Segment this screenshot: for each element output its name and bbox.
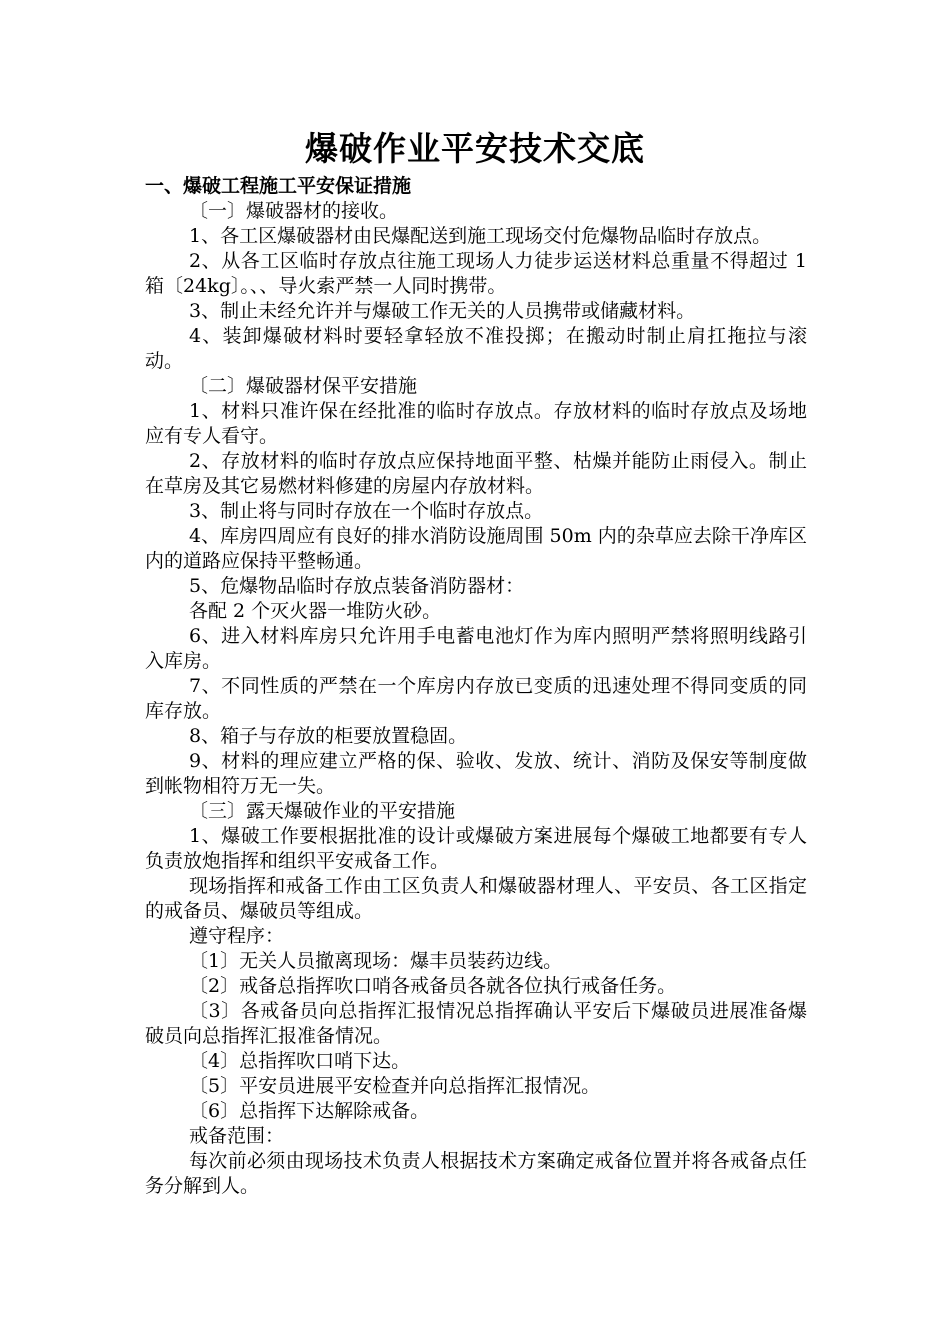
section-heading: 一、爆破工程施工平安保证措施 [145,175,412,197]
paragraph: 1、各工区爆破器材由民爆配送到施工现场交付危爆物品临时存放点。 [189,225,772,247]
paragraph: 4、装卸爆破材料时要轻拿轻放不准投掷；在搬动时制止肩扛拖拉与滚动。 [145,325,807,372]
paragraph: 每次前必须由现场技术负责人根据技术方案确定戒备位置并将各戒备点任务分解到人。 [145,1150,807,1197]
paragraph: 遵守程序： [189,925,285,947]
paragraph: 各配 2 个灭火器一堆防火砂。 [189,600,442,622]
paragraph: 4、库房四周应有良好的排水消防设施周围 50m 内的杂草应去除干净库区内的道路应保持平整畅通。 [145,525,807,572]
paragraph: 6、进入材料库房只允许用手电蓄电池灯作为库内照明严禁将照明线路引入库房。 [145,625,807,672]
subsection-heading: 〔二〕爆破器材保平安措施 [189,375,418,397]
paragraph: 〔1〕无关人员撤离现场：爆丰员装药边线。 [189,950,563,972]
paragraph: 2、存放材料的临时存放点应保持地面平整、枯燥并能防止雨侵入。制止在草房及其它易燃材料修建的房屋内存放材料。 [145,450,807,497]
paragraph: 2、从各工区临时存放点往施工现场人力徒步运送材料总重量不得超过 1 箱〔24kg〕。、、导火索严禁一人同时携带。 [145,250,807,297]
paragraph: 1、材料只准许保在经批准的临时存放点。存放材料的临时存放点及场地应有专人看守。 [145,400,807,447]
paragraph: 5、危爆物品临时存放点装备消防器材： [189,575,525,597]
paragraph: 1、爆破工作要根据批准的设计或爆破方案进展每个爆破工地都要有专人负责放炮指挥和组织平安戒备工作。 [145,825,807,872]
document-title: 爆破作业平安技术交底 [305,129,645,168]
paragraph: 〔6〕总指挥下达解除戒备。 [189,1100,430,1122]
paragraph: 〔5〕平安员进展平安检查并向总指挥汇报情况。 [189,1075,601,1097]
document-body [145,174,807,1199]
subsection-heading: 〔三〕露天爆破作业的平安措施 [189,800,456,822]
paragraph: 9、材料的理应建立严格的保、验收、发放、统计、消防及保安等制度做到帐物相符万无一失。 [145,750,807,797]
paragraph: 3、制止将与同时存放在一个临时存放点。 [189,500,544,522]
paragraph: 〔2〕戒备总指挥吹口哨各戒备员各就各位执行戒备任务。 [189,975,677,997]
subsection-heading: 〔一〕爆破器材的接收。 [189,200,399,222]
paragraph: 8、箱子与存放的柜要放置稳固。 [189,725,468,747]
paragraph: 7、不同性质的严禁在一个库房内存放已变质的迅速处理不得同变质的同库存放。 [145,675,807,722]
paragraph: 现场指挥和戒备工作由工区负责人和爆破器材理人、平安员、各工区指定的戒备员、爆破员等组成。 [145,875,807,922]
paragraph: 3、制止未经允许并与爆破工作无关的人员携带或储藏材料。 [189,300,696,322]
paragraph: 〔4〕总指挥吹口哨下达。 [189,1050,411,1072]
paragraph: 戒备范围： [189,1125,285,1147]
paragraph: 〔3〕各戒备员向总指挥汇报情况总指挥确认平安后下爆破员进展准备爆破员向总指挥汇报准备情况。 [145,1000,807,1047]
